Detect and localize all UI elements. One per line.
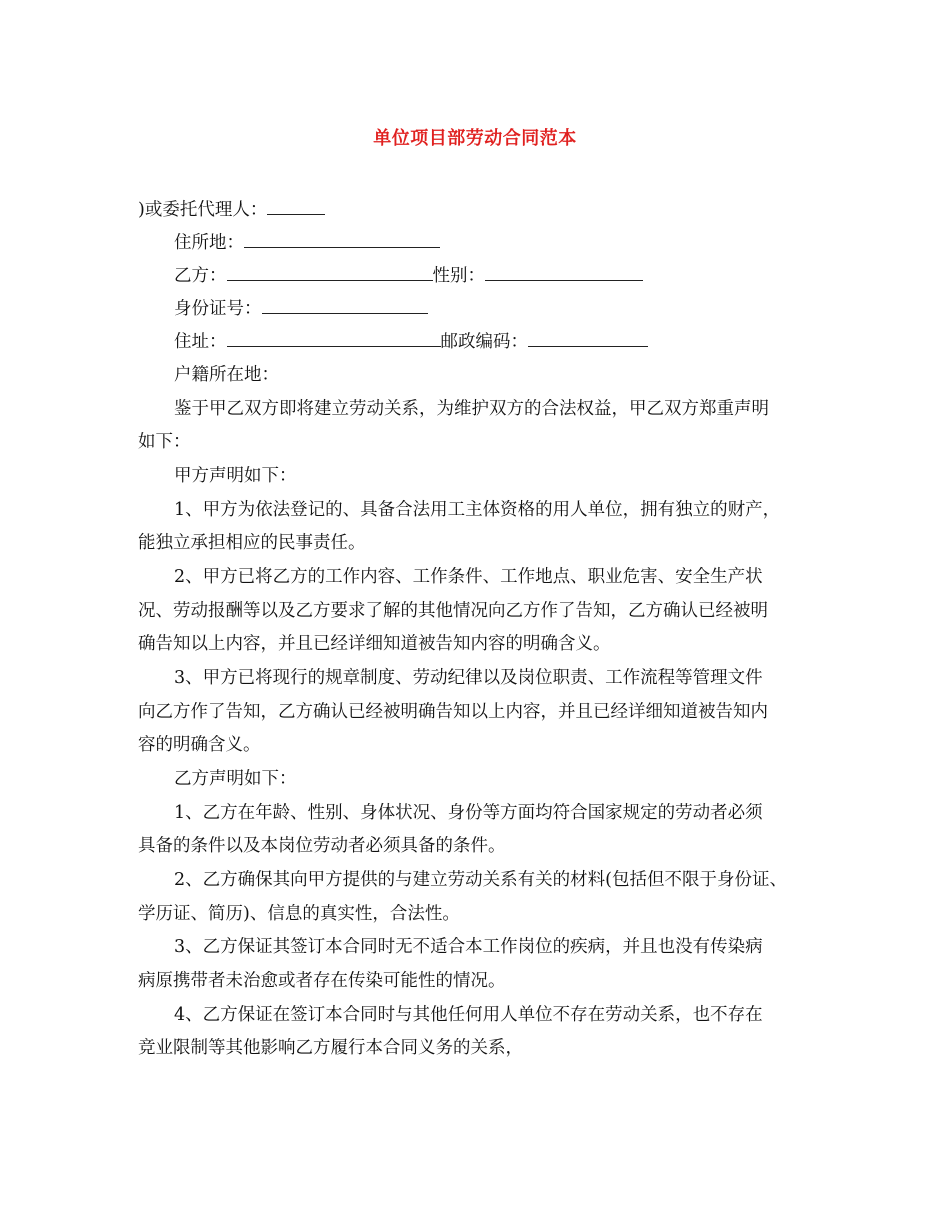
postal-code-blank[interactable]: [528, 329, 648, 347]
address-label: 住址：: [174, 332, 227, 352]
body-line: 3、甲方已将现行的规章制度、劳动纪律以及岗位职责、工作流程等管理文件: [174, 668, 763, 688]
body-line: 2、乙方确保其向甲方提供的与建立劳动关系有关的材料(包括但不限于身份证、: [174, 870, 787, 890]
body-line: 1、甲方为依法登记的、具备合法用工主体资格的用人单位，拥有独立的财产，: [174, 500, 781, 520]
residence-label: 住所地：: [174, 233, 244, 253]
body-line: 3、乙方保证其签订本合同时无不适合本工作岗位的疾病，并且也没有传染病: [174, 937, 763, 957]
household-line: [174, 363, 279, 387]
party-b-blank[interactable]: [227, 263, 433, 281]
body-line: 能独立承担相应的民事责任。: [138, 533, 366, 553]
body-line: 竞业限制等其他影响乙方履行本合同义务的关系，: [138, 1038, 523, 1058]
party-b-label: 乙方：: [174, 266, 227, 286]
party-b-line: [174, 263, 643, 288]
id-number-line: [174, 296, 428, 321]
address-blank[interactable]: [227, 329, 441, 347]
body-line: 容的明确含义。: [138, 735, 261, 755]
body-line: 向乙方作了告知，乙方确认已经被明确告知以上内容，并且已经详细知道被告知内: [138, 702, 768, 722]
document-title: 单位项目部劳动合同范本: [373, 128, 577, 149]
id-number-label: 身份证号：: [174, 299, 262, 319]
body-line: 如下：: [138, 432, 191, 452]
body-line: 病原携带者未治愈或者存在传染可能性的情况。: [138, 971, 506, 991]
body-line: 鉴于甲乙双方即将建立劳动关系，为维护双方的合法权益，甲乙双方郑重声明: [174, 399, 769, 419]
agent-line: [138, 197, 325, 222]
body-line: 况、劳动报酬等以及乙方要求了解的其他情况向乙方作了告知，乙方确认已经被明: [138, 601, 768, 621]
residence-line: [174, 230, 440, 255]
agent-label: )或委托代理人：: [138, 200, 268, 220]
body-line: 具备的条件以及本岗位劳动者必须具备的条件。: [138, 836, 506, 856]
body-line: 4、乙方保证在签订本合同时与其他任何用人单位不存在劳动关系，也不存在: [174, 1005, 763, 1025]
body-line: 2、甲方已将乙方的工作内容、工作条件、工作地点、职业危害、安全生产状: [174, 567, 763, 587]
postal-code-label: 邮政编码：: [440, 332, 528, 352]
residence-blank[interactable]: [244, 230, 440, 248]
body-line: 确告知以上内容，并且已经详细知道被告知内容的明确含义。: [138, 634, 611, 654]
agent-blank[interactable]: [267, 197, 325, 215]
address-line: [174, 329, 648, 354]
gender-blank[interactable]: [485, 263, 643, 281]
household-label: 户籍所在地：: [174, 365, 279, 385]
body-line: 学历证、简历)、信息的真实性，合法性。: [138, 904, 460, 924]
gender-label: 性别：: [432, 266, 485, 286]
section-heading: 甲方声明如下：: [174, 466, 297, 486]
section-heading: 乙方声明如下：: [174, 769, 297, 789]
body-line: 1、乙方在年龄、性别、身体状况、身份等方面均符合国家规定的劳动者必须: [174, 803, 763, 823]
id-number-blank[interactable]: [262, 296, 428, 314]
